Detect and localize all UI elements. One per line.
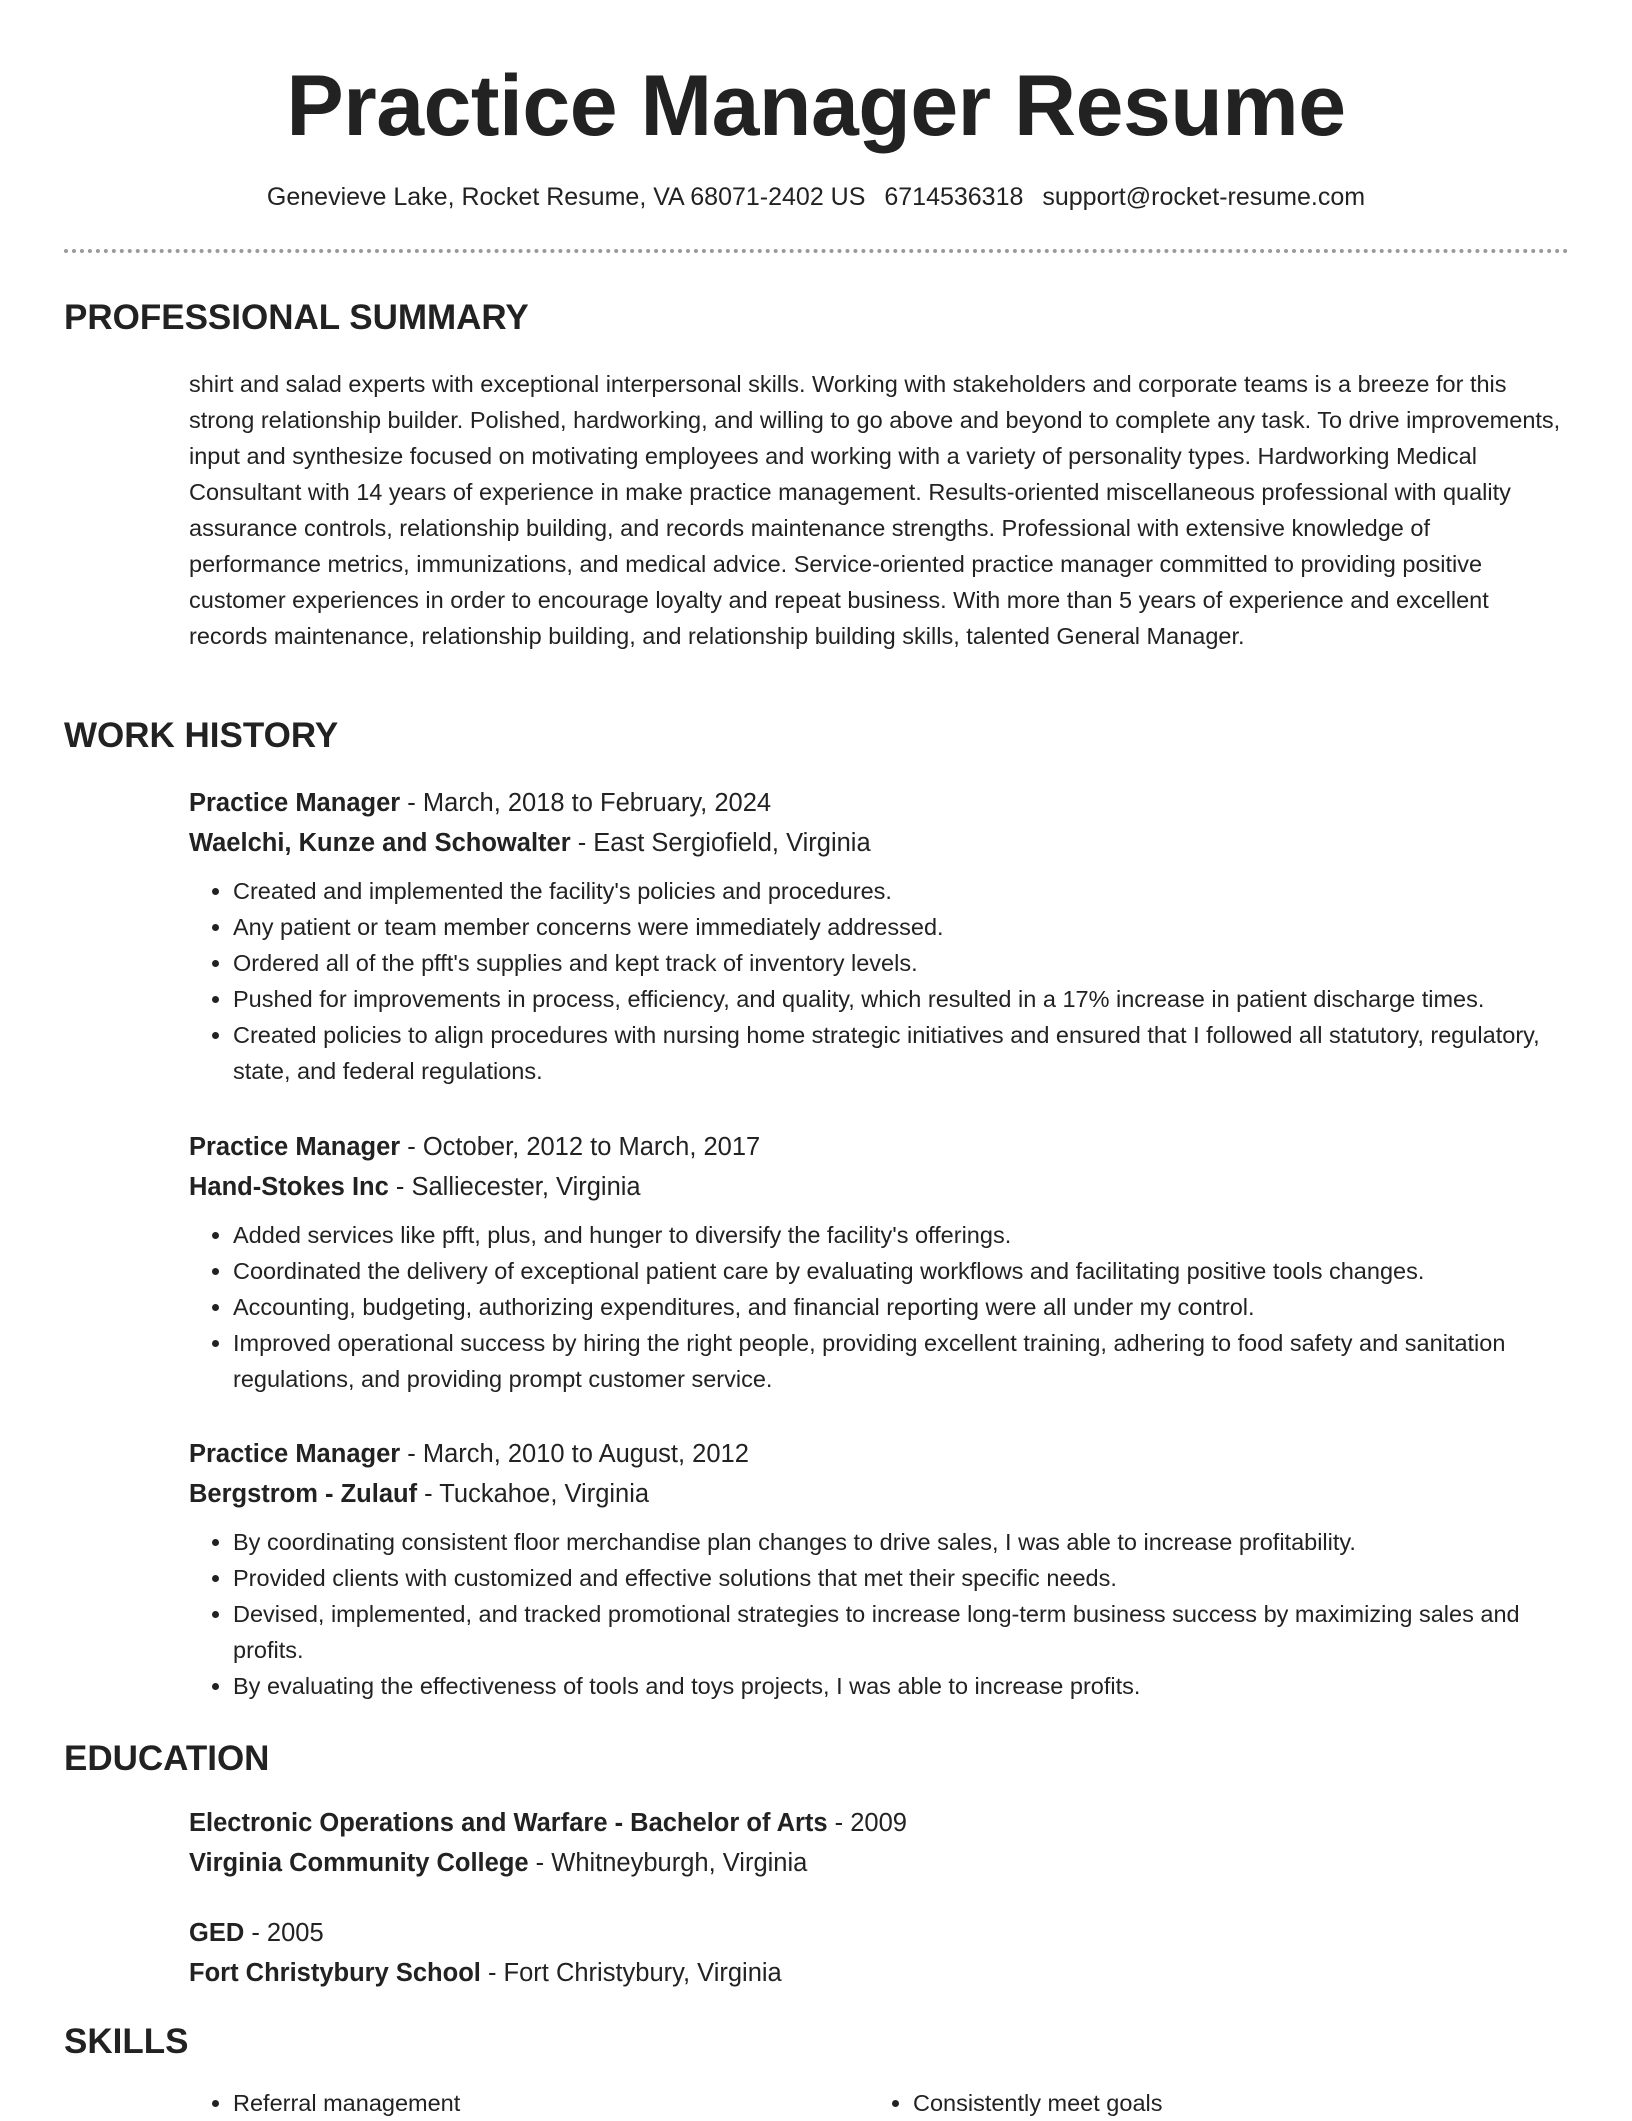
summary-text: shirt and salad experts with exceptional interpersonal skills. Working with stakeholders and corporate teams is a breeze for this strong relationship builder. Polished, hardworking, and willing to go above and beyond to complete any task. To drive improvements, input and synthesize focused on motivating employees and working with a variety of personality types. Hardworking Medical Consultant with 14 years of experience in make practice management. Results-oriented miscellaneous professional with quality assurance controls, relationship building, and records maintenance strengths. Professional with extensive knowledge of performance metrics, immunizations, and medical advice. Service-oriented practice manager committed to providing positive customer experiences in order to encourage loyalty and repeat business. With more than 5 years of experience and excellent records maintenance, relationship building, and relationship building skills, talented General Manager. [189, 371, 1561, 649]
education-school-line [189, 1953, 1569, 1993]
job-company-line [189, 1474, 1569, 1514]
job-bullets [189, 1524, 1569, 1704]
job-title-line [189, 783, 1569, 823]
job-bullet: • By evaluating the effectiveness of tools and toys projects, I was able to increase profits. [233, 1668, 1569, 1704]
job-company-line [189, 1167, 1569, 1207]
job-bullet: • Accounting, budgeting, authorizing expenditures, and financial reporting were all under my control. [233, 1289, 1569, 1325]
education-entry [189, 1803, 1569, 1883]
job-bullets [189, 873, 1569, 1089]
skills-list [189, 2085, 1569, 2121]
education-location: - Fort Christybury, Virginia [480, 1959, 782, 1987]
section-title-skills: SKILLS [64, 2022, 189, 2061]
contact-line [0, 182, 1632, 212]
job-location: - Salliecester, Virginia [388, 1173, 641, 1201]
education-location: - Whitneyburgh, Virginia [528, 1849, 808, 1877]
job-location: - Tuckahoe, Virginia [417, 1480, 650, 1508]
contact-address: Genevieve Lake, Rocket Resume, VA 68071-2402 US [266, 183, 866, 211]
job-bullets [189, 1217, 1569, 1397]
education-entry [189, 1913, 1569, 1993]
education-degree-line [189, 1803, 1569, 1843]
job-bullet: • Devised, implemented, and tracked promotional strategies to increase long-term business success by maximizing sales and profits. [233, 1596, 1569, 1668]
job-title-line [189, 1127, 1569, 1167]
skills-column-left [189, 2085, 869, 2121]
section-title-education: EDUCATION [64, 1739, 270, 1778]
job-bullet: • Added services like pfft, plus, and hunger to diversify the facility's offerings. [233, 1217, 1569, 1253]
education-degree: GED [189, 1919, 245, 1947]
job-bullet: • Coordinated the delivery of exceptional patient care by evaluating workflows and facilitating positive tools changes. [233, 1253, 1569, 1289]
job-company: Bergstrom - Zulauf [189, 1480, 418, 1508]
header-divider [64, 249, 1569, 253]
job-bullet: • Provided clients with customized and effective solutions that met their specific needs. [233, 1560, 1569, 1596]
education-year: - 2005 [244, 1919, 324, 1947]
job-dates: - March, 2010 to August, 2012 [400, 1440, 749, 1468]
job-dates: - March, 2018 to February, 2024 [400, 789, 772, 817]
resume-title: Practice Manager Resume [286, 58, 1346, 154]
education-degree: Electronic Operations and Warfare - Bachelor of Arts [189, 1809, 828, 1837]
job-entry [189, 783, 1569, 1089]
job-bullet: • Improved operational success by hiring the right people, providing excellent training, adhering to food safety and sanitation regulations, and providing prompt customer service. [233, 1325, 1569, 1397]
job-location: - East Sergiofield, Virginia [570, 829, 871, 857]
job-dates: - October, 2012 to March, 2017 [400, 1133, 761, 1161]
job-role: Practice Manager [189, 1440, 401, 1468]
job-entry [189, 1434, 1569, 1704]
skills-column-right [869, 2085, 1549, 2121]
job-bullet: • Pushed for improvements in process, efficiency, and quality, which resulted in a 17% increase in patient discharge times. [233, 981, 1569, 1017]
education-school: Fort Christybury School [189, 1959, 481, 1987]
job-role: Practice Manager [189, 789, 401, 817]
job-bullet: • Any patient or team member concerns were immediately addressed. [233, 909, 1569, 945]
section-title-work-history: WORK HISTORY [64, 716, 339, 755]
contact-email[interactable]: support@rocket-resume.com [1042, 183, 1366, 211]
education-degree-line [189, 1913, 1569, 1953]
job-bullet: • Created and implemented the facility's policies and procedures. [233, 873, 1569, 909]
job-bullet: • By coordinating consistent floor merchandise plan changes to drive sales, I was able to increase profitability. [233, 1524, 1569, 1560]
job-company-line [189, 823, 1569, 863]
section-title-summary: PROFESSIONAL SUMMARY [64, 298, 529, 337]
job-entry [189, 1127, 1569, 1397]
skill-item: • Consistently meet goals [913, 2085, 1549, 2121]
job-company: Waelchi, Kunze and Schowalter [189, 829, 571, 857]
education-year: - 2009 [827, 1809, 907, 1837]
skill-item: • Referral management [233, 2085, 869, 2121]
job-bullet: • Created policies to align procedures with nursing home strategic initiatives and ensured that I followed all statutory, regulatory, state, and federal regulations. [233, 1017, 1569, 1089]
education-school-line [189, 1843, 1569, 1883]
education-school: Virginia Community College [189, 1849, 529, 1877]
job-title-line [189, 1434, 1569, 1474]
contact-phone: 6714536318 [884, 183, 1024, 211]
job-role: Practice Manager [189, 1133, 401, 1161]
job-company: Hand-Stokes Inc [189, 1173, 389, 1201]
job-bullet: • Ordered all of the pfft's supplies and kept track of inventory levels. [233, 945, 1569, 981]
